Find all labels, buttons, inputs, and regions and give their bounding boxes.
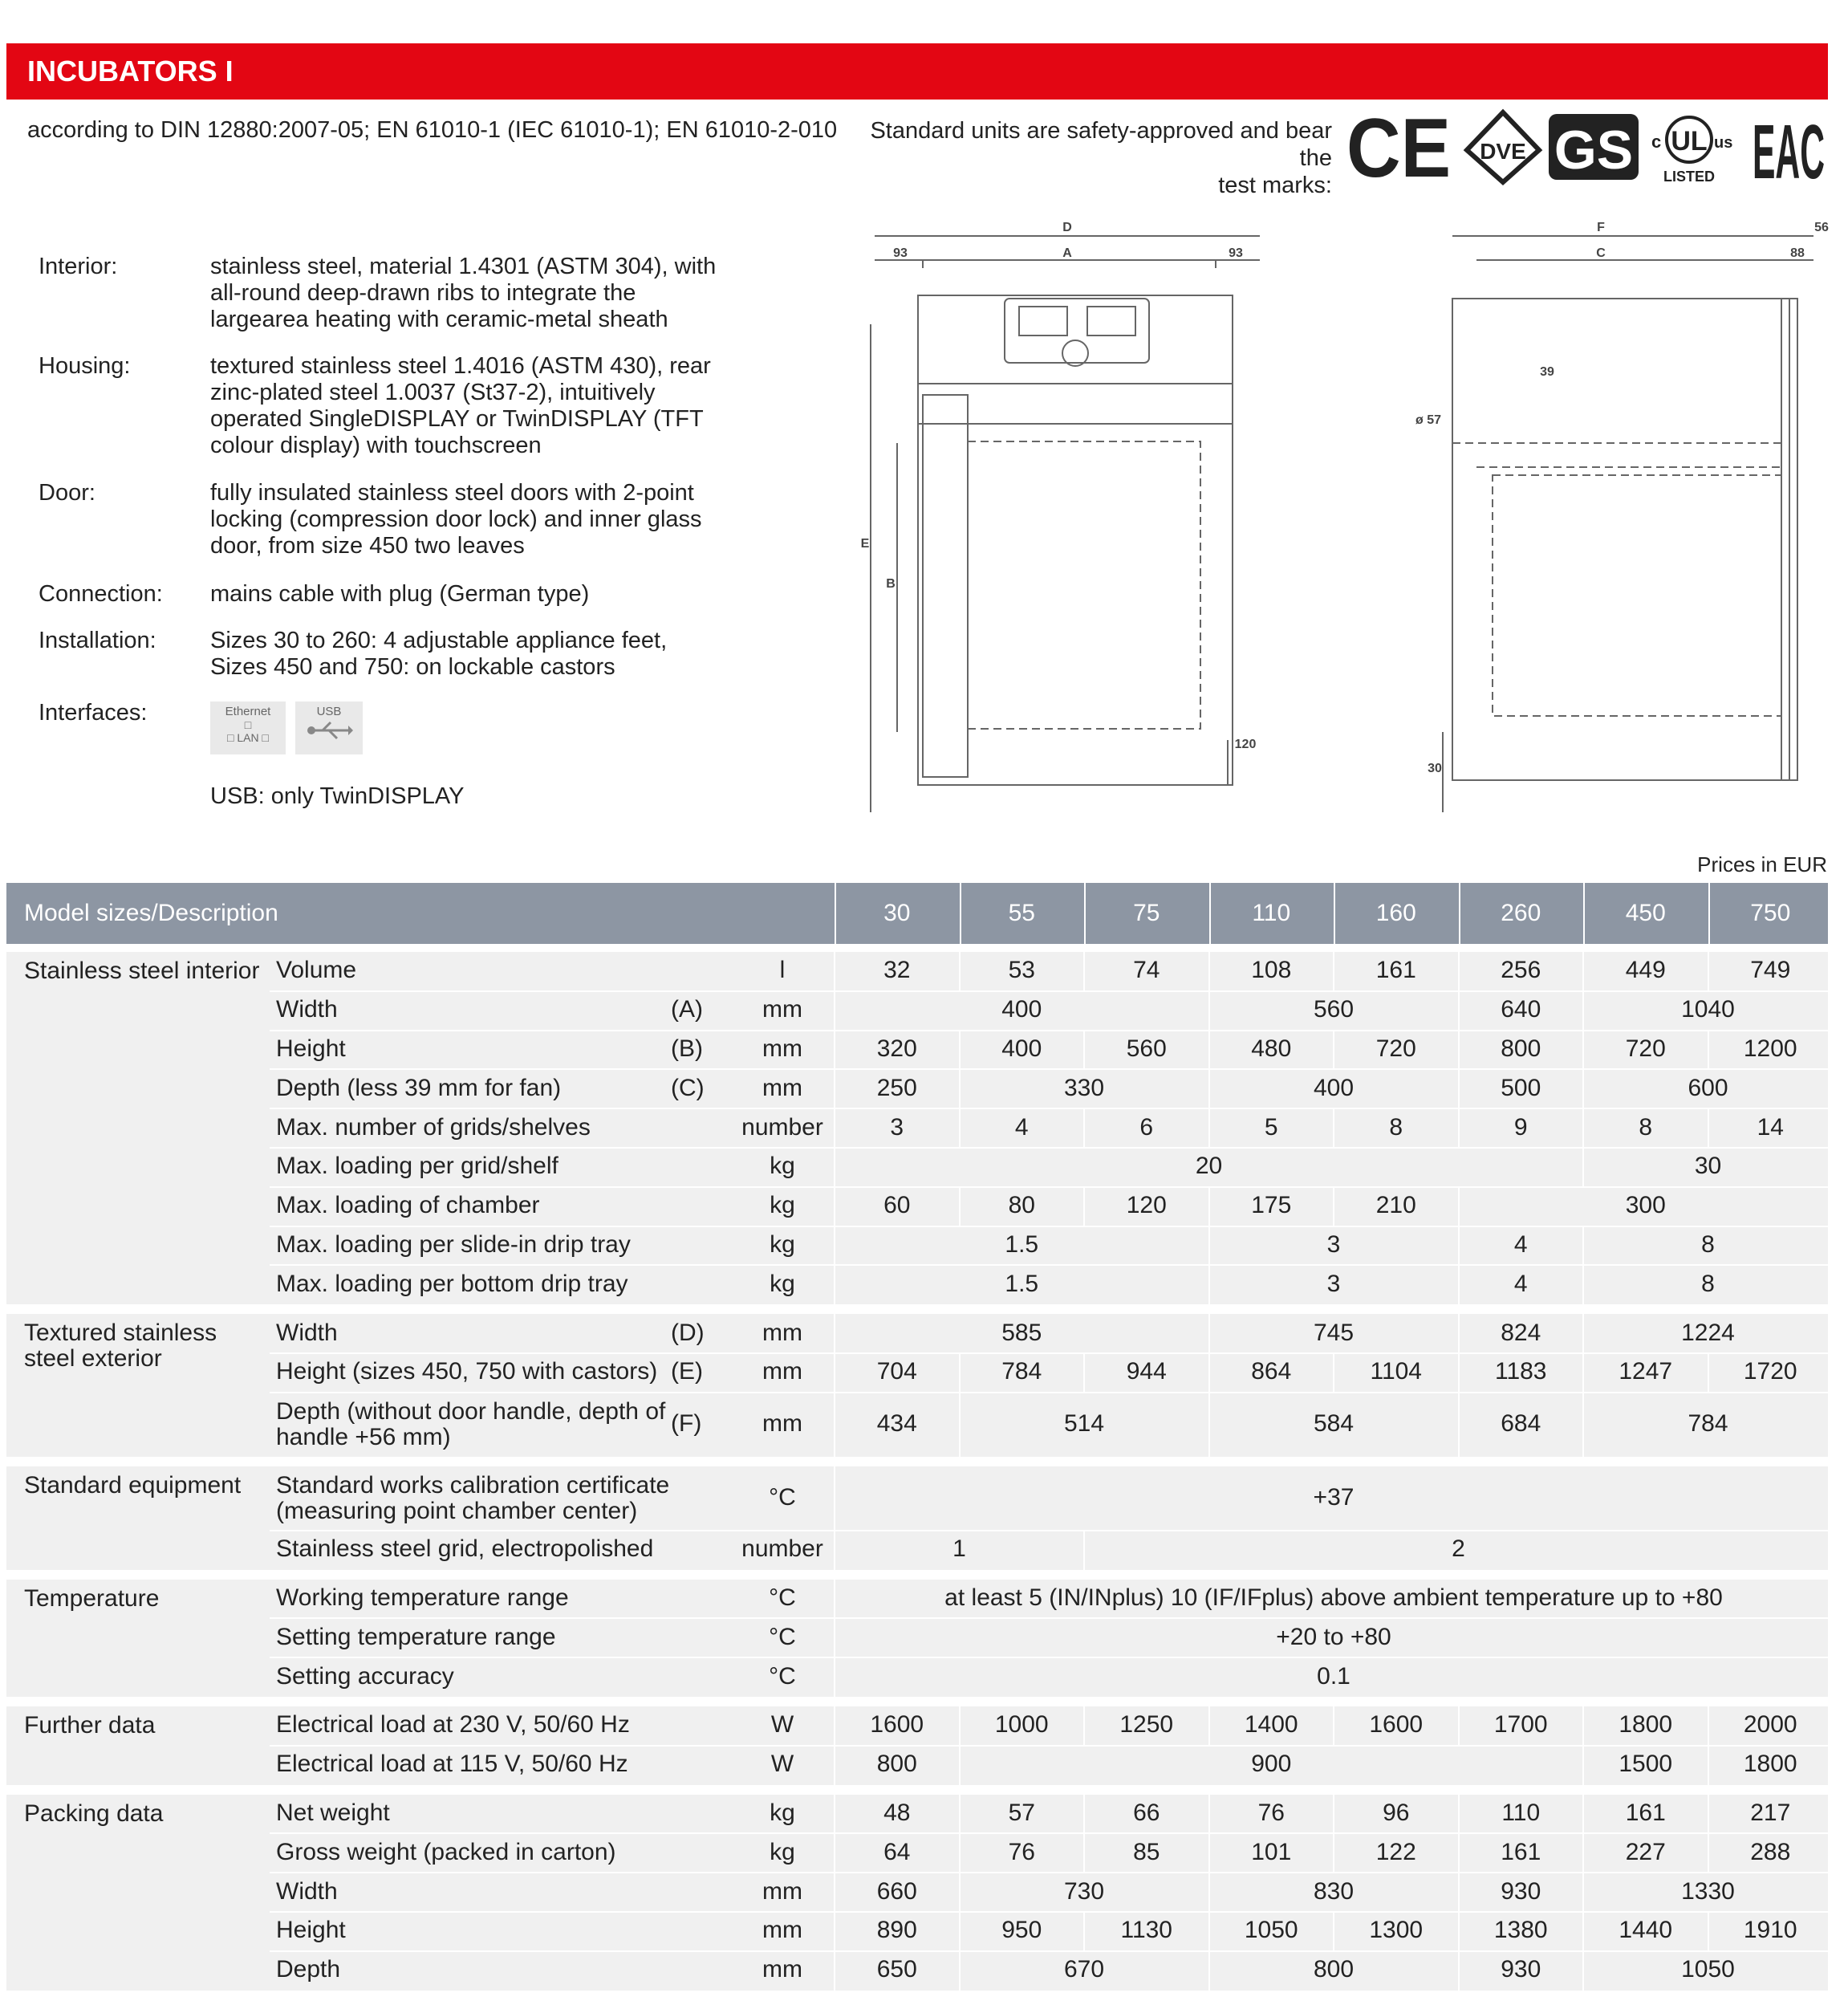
ul-listed-text: LISTED xyxy=(1663,169,1716,185)
row-description: Max. loading per grid/shelf xyxy=(276,1153,558,1180)
row-divider xyxy=(270,1264,1828,1266)
dim-57: ø 57 xyxy=(1415,413,1442,427)
table-cell: 161 xyxy=(1375,957,1416,984)
cell-divider xyxy=(834,1833,835,1873)
table-cell: 1330 xyxy=(1681,1877,1735,1905)
table-cell: 96 xyxy=(1383,1800,1410,1826)
row-divider xyxy=(270,1108,1828,1109)
row-divider xyxy=(270,1832,1828,1834)
table-cell: 8 xyxy=(1639,1113,1653,1141)
table-cell: 74 xyxy=(1133,957,1160,984)
row-description: Height xyxy=(276,1035,346,1062)
header-size: 75 xyxy=(1133,900,1160,926)
table-cell: 1600 xyxy=(1369,1711,1424,1739)
table-cell: 1440 xyxy=(1619,1917,1673,1944)
spec-label: Interior: xyxy=(39,254,118,279)
table-cell: 640 xyxy=(1501,996,1541,1023)
cell-divider xyxy=(834,952,835,991)
row-unit: mm xyxy=(762,1035,802,1062)
row-description: Depth xyxy=(276,1956,341,1983)
safety-text-line2: test marks: xyxy=(1218,173,1332,198)
table-cell: 76 xyxy=(1257,1800,1285,1826)
row-divider xyxy=(270,1950,1828,1952)
table-cell: 1250 xyxy=(1119,1711,1174,1739)
cell-divider xyxy=(834,1618,835,1657)
dimension-drawing xyxy=(851,218,1838,812)
spec-label: Housing: xyxy=(39,353,131,379)
table-cell: 670 xyxy=(1063,1956,1105,1983)
standards-text: according to DIN 12880:2007-05; EN 61010-1 (IEC 61010-1); EN 61010-2-010 xyxy=(27,117,838,143)
table-cell: 560 xyxy=(1313,996,1355,1023)
row-unit: kg xyxy=(770,1153,795,1180)
table-cell: 1040 xyxy=(1681,996,1735,1023)
table-cell: 800 xyxy=(876,1751,917,1778)
table-cell: 256 xyxy=(1501,957,1541,984)
table-cell: 720 xyxy=(1375,1035,1416,1062)
table-cell: 250 xyxy=(876,1074,917,1101)
row-description: Gross weight (packed in carton) xyxy=(276,1838,616,1865)
ce-mark: CE xyxy=(1346,106,1451,186)
table-cell: 1183 xyxy=(1494,1358,1547,1385)
dve-mark-text: DVE xyxy=(1480,139,1526,164)
table-cell: 400 xyxy=(1313,1074,1355,1101)
row-unit: °C xyxy=(769,1483,796,1511)
row-divider xyxy=(270,1617,1828,1619)
cell-divider xyxy=(834,1912,835,1951)
table-cell: 8 xyxy=(1701,1231,1715,1258)
header-separator xyxy=(1583,883,1585,944)
header-size: 450 xyxy=(1625,900,1666,926)
header-size: 260 xyxy=(1501,900,1541,926)
table-cell: 66 xyxy=(1133,1800,1160,1826)
row-unit: mm xyxy=(762,996,802,1023)
table-cell: 2 xyxy=(1452,1535,1465,1563)
table-cell: 300 xyxy=(1625,1192,1666,1219)
table-cell: 1130 xyxy=(1120,1917,1172,1944)
spec-label: Interfaces: xyxy=(39,700,148,726)
dim-f: F xyxy=(1597,221,1605,234)
table-cell: 585 xyxy=(1001,1319,1042,1346)
row-description: Setting temperature range xyxy=(276,1623,556,1650)
table-cell: 0.1 xyxy=(1317,1662,1350,1690)
table-cell: 8 xyxy=(1701,1270,1715,1297)
row-unit: l xyxy=(779,957,786,984)
table-cell: 900 xyxy=(1251,1751,1292,1778)
group-label: Packing data xyxy=(24,1800,164,1827)
table-cell: 53 xyxy=(1008,957,1035,984)
table-cell: 1000 xyxy=(994,1711,1049,1739)
row-code: (E) xyxy=(671,1358,703,1385)
dim-30: 30 xyxy=(1428,762,1442,775)
row-code: (C) xyxy=(671,1074,705,1101)
header-separator xyxy=(960,883,961,944)
table-cell: 57 xyxy=(1008,1800,1035,1826)
row-unit: kg xyxy=(770,1270,795,1297)
header-separator xyxy=(1459,883,1460,944)
table-cell: 930 xyxy=(1501,1877,1541,1905)
spec-value: Sizes 30 to 260: 4 adjustable appliance feet, Sizes 450 and 750: on lockable castors xyxy=(210,628,668,680)
table-cell: 64 xyxy=(883,1838,911,1865)
table-cell: +20 to +80 xyxy=(1276,1623,1391,1650)
row-unit: mm xyxy=(762,1074,802,1101)
table-cell: 5 xyxy=(1264,1113,1278,1141)
row-description: Width xyxy=(276,1319,338,1346)
table-cell: 584 xyxy=(1313,1409,1355,1437)
table-cell: 449 xyxy=(1625,957,1666,984)
table-cell: 3 xyxy=(1326,1270,1341,1297)
row-divider xyxy=(270,990,1828,992)
usb-label: USB xyxy=(316,705,342,718)
row-divider xyxy=(270,1030,1828,1031)
row-unit: W xyxy=(770,1711,794,1739)
row-unit: kg xyxy=(770,1800,795,1826)
row-description: Max. loading per slide-in drip tray xyxy=(276,1231,631,1258)
table-cell: 890 xyxy=(876,1917,917,1944)
table-cell: 20 xyxy=(1195,1153,1223,1180)
table-cell: 745 xyxy=(1313,1319,1355,1346)
dim-d: D xyxy=(1062,221,1072,234)
row-unit: °C xyxy=(769,1623,796,1650)
safety-text-line1: Standard units are safety-approved and bear the xyxy=(870,118,1332,171)
table-cell: 514 xyxy=(1063,1409,1105,1437)
table-cell: 400 xyxy=(1001,996,1042,1023)
row-divider xyxy=(270,1226,1828,1227)
row-description: Max. loading of chamber xyxy=(276,1192,540,1219)
dim-b: B xyxy=(886,577,896,591)
group-label: Standard equipment xyxy=(24,1471,242,1499)
usb-note: USB: only TwinDISPLAY xyxy=(210,783,465,809)
spec-label: Connection: xyxy=(39,581,163,607)
table-cell: +37 xyxy=(1313,1483,1355,1511)
table-cell: 14 xyxy=(1757,1113,1784,1141)
header-separator xyxy=(1084,883,1086,944)
header-size: 30 xyxy=(883,900,911,926)
lan-label: LAN xyxy=(237,731,259,744)
cell-divider xyxy=(834,1951,835,1991)
dim-93-right: 93 xyxy=(1229,246,1243,260)
dve-mark xyxy=(1467,112,1539,182)
row-divider xyxy=(270,1530,1828,1531)
ul-c-text: c xyxy=(1651,132,1662,152)
table-cell: 1720 xyxy=(1743,1358,1797,1385)
table-cell: 6 xyxy=(1139,1113,1154,1141)
table-cell: 800 xyxy=(1501,1035,1541,1062)
header-separator xyxy=(1708,883,1710,944)
cell-divider xyxy=(834,1580,835,1619)
table-cell: 930 xyxy=(1501,1956,1541,1983)
table-cell: 1700 xyxy=(1493,1711,1548,1739)
group-label: Textured stainless steel exterior xyxy=(24,1320,217,1373)
dim-c: C xyxy=(1596,246,1606,260)
dim-93-left: 93 xyxy=(893,246,908,260)
table-cell: 175 xyxy=(1251,1192,1292,1219)
row-code: (F) xyxy=(671,1409,702,1437)
table-cell: 217 xyxy=(1750,1800,1791,1826)
row-description: Electrical load at 115 V, 50/60 Hz xyxy=(276,1751,628,1778)
table-cell: 161 xyxy=(1501,1838,1541,1865)
cell-divider xyxy=(834,1265,835,1304)
dim-88: 88 xyxy=(1790,246,1805,260)
table-cell: 684 xyxy=(1501,1409,1541,1437)
ul-text: UL xyxy=(1671,126,1708,157)
table-cell: 720 xyxy=(1625,1035,1666,1062)
cell-divider xyxy=(834,1746,835,1785)
row-divider xyxy=(270,1147,1828,1149)
row-description: Depth (less 39 mm for fan) xyxy=(276,1074,562,1101)
table-cell: 330 xyxy=(1063,1074,1105,1101)
table-cell: 1224 xyxy=(1681,1319,1735,1346)
table-cell: 660 xyxy=(876,1877,917,1905)
table-cell: 824 xyxy=(1501,1319,1541,1346)
header-separator xyxy=(1209,883,1211,944)
row-unit: number xyxy=(741,1113,823,1141)
row-unit: °C xyxy=(769,1584,796,1611)
row-divider xyxy=(270,1068,1828,1070)
table-cell: 76 xyxy=(1008,1838,1035,1865)
row-unit: kg xyxy=(770,1838,795,1865)
table-cell: 4 xyxy=(1513,1270,1528,1297)
row-description: Stainless steel grid, electropolished xyxy=(276,1535,654,1563)
row-code: (D) xyxy=(671,1319,705,1346)
table-header xyxy=(6,883,1828,944)
cell-divider xyxy=(834,1873,835,1912)
cell-divider xyxy=(834,1353,835,1393)
row-description: Setting accuracy xyxy=(276,1662,454,1690)
row-divider xyxy=(270,1392,1828,1393)
table-cell: 500 xyxy=(1501,1074,1541,1101)
table-cell: 8 xyxy=(1389,1113,1403,1141)
dim-a: A xyxy=(1062,246,1072,260)
table-cell: 32 xyxy=(883,957,911,984)
table-cell: 434 xyxy=(876,1409,917,1437)
spec-value: mains cable with plug (German type) xyxy=(210,581,590,607)
row-unit: W xyxy=(770,1751,794,1778)
table-cell: 3 xyxy=(1326,1231,1341,1258)
row-unit: mm xyxy=(762,1319,802,1346)
table-cell: 800 xyxy=(1313,1956,1355,1983)
prices-note: Prices in EUR xyxy=(1697,852,1827,876)
table-cell: 3 xyxy=(890,1113,904,1141)
table-cell: 1500 xyxy=(1619,1751,1673,1778)
row-unit: kg xyxy=(770,1231,795,1258)
table-cell: 2000 xyxy=(1743,1711,1797,1739)
cell-divider xyxy=(834,1657,835,1697)
row-unit: mm xyxy=(762,1358,802,1385)
table-cell: 4 xyxy=(1014,1113,1029,1141)
table-cell: at least 5 (IN/INplus) 10 (IF/IFplus) above ambient temperature up to +80 xyxy=(944,1584,1723,1611)
table-cell: 122 xyxy=(1375,1838,1416,1865)
table-cell: 210 xyxy=(1375,1192,1416,1219)
dim-e: E xyxy=(860,537,870,551)
table-cell: 60 xyxy=(883,1192,911,1219)
cell-divider xyxy=(834,1148,835,1187)
row-description: Width xyxy=(276,1877,338,1905)
row-unit: mm xyxy=(762,1877,802,1905)
table-cell: 400 xyxy=(1001,1035,1042,1062)
table-cell: 227 xyxy=(1625,1838,1666,1865)
table-cell: 9 xyxy=(1513,1113,1528,1141)
row-unit: kg xyxy=(770,1192,795,1219)
table-cell: 320 xyxy=(876,1035,917,1062)
page-title: INCUBATORS I xyxy=(6,43,1828,100)
table-cell: 108 xyxy=(1251,957,1292,984)
spec-label: Door: xyxy=(39,480,95,506)
safety-text xyxy=(835,117,1332,199)
table-cell: 1300 xyxy=(1369,1917,1424,1944)
table-cell: 650 xyxy=(876,1956,917,1983)
table-cell: 4 xyxy=(1513,1231,1528,1258)
row-unit: mm xyxy=(762,1917,802,1944)
dim-56: 56 xyxy=(1814,221,1829,234)
dim-120: 120 xyxy=(1234,738,1257,751)
table-cell: 1400 xyxy=(1244,1711,1298,1739)
group-label: Further data xyxy=(24,1712,156,1739)
table-cell: 101 xyxy=(1251,1838,1292,1865)
table-cell: 749 xyxy=(1750,957,1791,984)
row-divider xyxy=(270,1186,1828,1188)
table-cell: 730 xyxy=(1063,1877,1105,1905)
table-cell: 560 xyxy=(1126,1035,1167,1062)
usb-icon xyxy=(295,702,363,754)
row-unit: mm xyxy=(762,1409,802,1437)
row-description: Working temperature range xyxy=(276,1584,569,1611)
row-description: Volume xyxy=(276,957,357,984)
table-cell: 110 xyxy=(1501,1800,1541,1826)
table-cell: 48 xyxy=(883,1800,911,1826)
gs-mark-text: GS xyxy=(1554,120,1634,181)
table-cell: 1200 xyxy=(1743,1035,1797,1062)
row-divider xyxy=(270,1911,1828,1913)
row-description: Max. number of grids/shelves xyxy=(276,1113,591,1141)
cell-divider xyxy=(834,1108,835,1148)
table-cell: 1800 xyxy=(1743,1751,1797,1778)
header-model-sizes: Model sizes/Description xyxy=(24,900,278,926)
table-cell: 784 xyxy=(1688,1409,1728,1437)
row-description: Standard works calibration certificate (measuring point chamber center) xyxy=(276,1471,670,1524)
table-cell: 1 xyxy=(952,1535,966,1563)
header-size: 750 xyxy=(1750,900,1791,926)
header-size: 55 xyxy=(1008,900,1035,926)
row-divider xyxy=(270,1657,1828,1658)
table-cell: 600 xyxy=(1688,1074,1728,1101)
row-code: (A) xyxy=(671,996,703,1023)
table-cell: 1380 xyxy=(1493,1917,1548,1944)
table-cell: 288 xyxy=(1750,1838,1791,1865)
spec-value: stainless steel, material 1.4301 (ASTM 304), with all-round deep-drawn ribs to integrate the largearea heating with ceramic-metal sheath xyxy=(210,254,717,332)
ul-mark xyxy=(1651,117,1732,185)
row-description: Electrical load at 230 V, 50/60 Hz xyxy=(276,1711,630,1739)
spec-label: Installation: xyxy=(39,628,156,653)
table-cell: 784 xyxy=(1001,1358,1042,1385)
table-cell: 944 xyxy=(1126,1358,1167,1385)
row-divider xyxy=(270,1872,1828,1873)
row-code: (B) xyxy=(671,1035,703,1062)
table-cell: 830 xyxy=(1313,1877,1355,1905)
cell-divider xyxy=(834,991,835,1031)
cell-divider xyxy=(834,1031,835,1070)
table-cell: 161 xyxy=(1625,1800,1666,1826)
table-cell: 1800 xyxy=(1619,1711,1673,1739)
row-description: Net weight xyxy=(276,1800,390,1826)
table-cell: 1050 xyxy=(1244,1917,1298,1944)
table-cell: 950 xyxy=(1001,1917,1042,1944)
cell-divider xyxy=(834,1706,835,1746)
dim-39: 39 xyxy=(1540,365,1554,379)
eac-mark: EAC xyxy=(1753,109,1825,186)
cell-divider xyxy=(834,1226,835,1266)
test-marks xyxy=(1346,106,1828,186)
row-description: Width xyxy=(276,996,338,1023)
table-cell: 1247 xyxy=(1619,1358,1673,1385)
table-cell: 1.5 xyxy=(1005,1231,1039,1258)
table-cell: 120 xyxy=(1126,1192,1167,1219)
header-separator xyxy=(1334,883,1335,944)
table-cell: 30 xyxy=(1694,1153,1722,1180)
ethernet-lan-icon: Ethernet □ □ LAN □ xyxy=(210,702,286,754)
row-description: Max. loading per bottom drip tray xyxy=(276,1270,628,1297)
table-cell: 864 xyxy=(1251,1358,1292,1385)
table-cell: 704 xyxy=(876,1358,917,1385)
row-description: Depth (without door handle, depth of handle +56 mm) xyxy=(276,1397,666,1450)
row-unit: number xyxy=(741,1535,823,1563)
table-cell: 1050 xyxy=(1681,1956,1735,1983)
row-divider xyxy=(270,1745,1828,1747)
spec-value: fully insulated stainless steel doors with 2-point locking (compression door lock) and inner glass door, from size 450 two leaves xyxy=(210,480,702,559)
spec-value: textured stainless steel 1.4016 (ASTM 430), rear zinc-plated steel 1.0037 (St37-2), intuitively operated SingleDISPLAY or TwinDISPLAY (TFT colour display) with touchscreen xyxy=(210,353,711,458)
cell-divider xyxy=(834,1795,835,1834)
table-cell: 1.5 xyxy=(1005,1270,1039,1297)
ethernet-label: Ethernet xyxy=(225,705,271,718)
ul-us-text: us xyxy=(1714,134,1733,152)
row-unit: mm xyxy=(762,1956,802,1983)
header-size: 110 xyxy=(1252,900,1291,926)
cell-divider xyxy=(834,1069,835,1108)
table-cell: 480 xyxy=(1251,1035,1292,1062)
group-label: Temperature xyxy=(24,1584,160,1612)
table-cell: 1600 xyxy=(870,1711,924,1739)
cell-divider xyxy=(834,1531,835,1570)
cell-divider xyxy=(834,1393,835,1457)
cell-divider xyxy=(834,1187,835,1226)
cell-divider xyxy=(834,1314,835,1353)
row-divider xyxy=(270,1352,1828,1354)
table-cell: 1910 xyxy=(1743,1917,1797,1944)
gs-mark xyxy=(1549,114,1639,181)
table-cell: 85 xyxy=(1133,1838,1160,1865)
cell-divider xyxy=(834,1466,835,1531)
group-label: Stainless steel interior xyxy=(24,958,260,984)
row-unit: °C xyxy=(769,1662,796,1690)
row-description: Height xyxy=(276,1917,346,1944)
row-description: Height (sizes 450, 750 with castors) xyxy=(276,1358,658,1385)
header-size: 160 xyxy=(1375,900,1416,926)
table-cell: 1104 xyxy=(1370,1358,1422,1385)
header-separator xyxy=(835,883,836,944)
table-cell: 80 xyxy=(1008,1192,1035,1219)
